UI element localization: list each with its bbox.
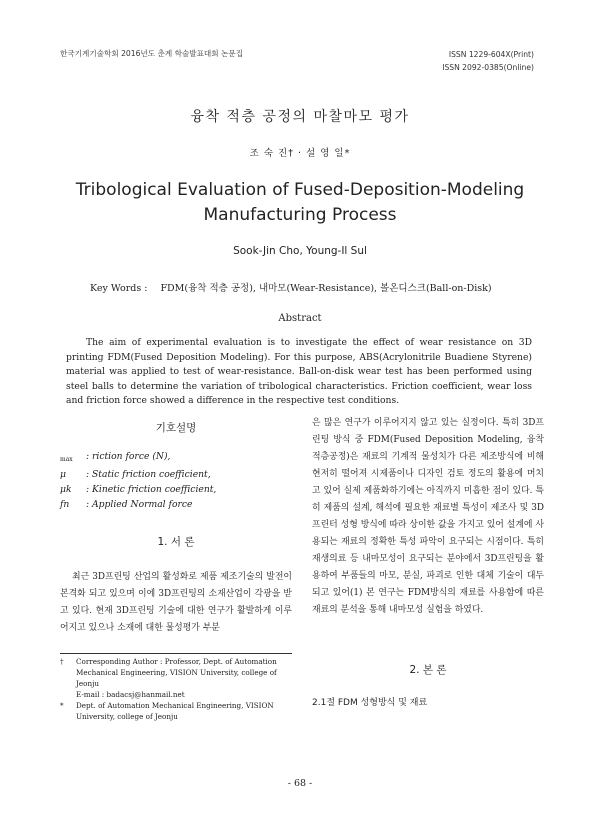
subsection-heading: 2.1절 FDM 성형방식 및 재료 (312, 698, 428, 708)
title-en-line1: Tribological Evaluation of Fused-Deposition-Modeling (75, 180, 525, 200)
nomenclature-row (60, 497, 292, 512)
nomenclature-symbol: fn (60, 499, 70, 510)
footnote-mark: † (60, 657, 64, 666)
footnote-email: E-mail : badacsj@hanmail.net (76, 690, 185, 699)
keywords (90, 280, 492, 294)
introduction-text: 최근 3D프린팅 산업의 활성화로 제품 제조기술의 발전이 본격화 되고 있으며 이에 3D프린팅의 소재산업이 각광을 받고 있다. 현재 3D프린팅 기술에 대한 연구가 활발하게 이루어지고 있으나 소재에 대한 물성평가 부분 (60, 572, 292, 633)
footnote (60, 689, 292, 700)
issn-online: ISSN 2092-0385(Online) (442, 63, 534, 72)
title-en-line2: Manufacturing Process (203, 205, 397, 225)
footnote-text: Dept. of Automation Mechanical Engineering, VISION University, college of Jeonju (76, 701, 274, 721)
paper-title-english (50, 178, 550, 228)
nomenclature-desc: : riction force (N), (86, 451, 171, 462)
footnotes (60, 656, 292, 722)
nomenclature-list (60, 449, 292, 512)
nomenclature-desc: : Static friction coefficient, (86, 469, 211, 480)
abstract-text: The aim of experimental evaluation is to investigate the effect of wear resistance on 3D printing FDM(Fused Deposition Modeling). For this purpose, ABS(Acrylonitrile Buadiene Styrene) material was applied to test of wear-resistance. Ball-on-disk wear test has been performed using steel balls to determine the variation of tribological characteristics. Friction coefficient, wear loss and friction force showed a difference in the respective test conditions. (66, 337, 532, 406)
footnote (60, 656, 292, 689)
left-column (60, 420, 292, 637)
nomenclature-heading: 기호설명 (155, 422, 197, 434)
nomenclature-desc: : Applied Normal force (86, 499, 193, 510)
paper-title-korean: 융착 적층 공정의 마찰마모 평가 (190, 109, 410, 125)
keywords-text: FDM(융착 적층 공정), 내마모(Wear-Resistance), 볼온디스크(Ball-on-Disk) (160, 283, 492, 294)
footnote-text: Corresponding Author : Professor, Dept. of Automation Mechanical Engineering, VISION University, college of Jeonju (76, 657, 277, 688)
introduction-heading: 1. 서 론 (157, 536, 195, 548)
body-heading: 2. 본 론 (409, 664, 447, 676)
nomenclature-symbol: max (60, 456, 73, 463)
right-column (312, 415, 544, 619)
nomenclature-symbol: μ (60, 469, 66, 480)
footnote-mark (60, 689, 76, 700)
issn-block (442, 48, 534, 74)
nomenclature-row (60, 467, 292, 482)
abstract-heading: Abstract (278, 313, 322, 324)
footnote-divider (60, 653, 292, 654)
page-number: - 68 - (287, 778, 313, 789)
issn-print: ISSN 1229-604X(Print) (448, 50, 534, 59)
journal-header: 한국기계기술학회 2016년도 춘계 학술발표대회 논문집 (60, 49, 244, 58)
footnote (60, 700, 292, 722)
introduction-continued-text: 은 많은 연구가 이루어지지 않고 있는 실정이다. 특히 3D프린팅 방식 중 FDM(Fused Deposition Modeling, 융착 적층공정)은 재료의 기계적 물성치가 다른 제조방식에 비해 현저히 떨어져 시제품이나 디자인 검토 정도의 활용에 머치고 있어 실제 제품화하기에는 아직까지 미흡한 점이 있다. 특히 제품의 설계, 해석에 필요한 재료별 특성이 제조사 및 3D프린터 성형 방식에 따라 상이한 값을 가지고 있어 설계에 사용되는 재료의 정확한 특성 파악이 요구되는 시점이다. 특히 재생의료 등 내마모성이 요구되는 분야에서 3D프린팅을 활용하여 부품들의 마모, 분실, 파괴로 인한 대체 기술이 대두되고 있어(1) 본 연구는 FDM방식의 재료를 사용함에 따른 재료의 분석을 통해 내마모성 실험을 하였다. (312, 418, 544, 615)
authors-korean: 조 숙 진† · 설 영 일* (249, 148, 351, 159)
authors-english: Sook-Jin Cho, Young-Il Sul (233, 245, 367, 257)
footnote-mark: * (60, 701, 64, 710)
nomenclature-row (60, 482, 292, 497)
nomenclature-symbol: μk (60, 484, 72, 495)
nomenclature-row (60, 449, 292, 467)
keywords-label: Key Words : (90, 283, 148, 294)
nomenclature-desc: : Kinetic friction coefficient, (86, 484, 217, 495)
